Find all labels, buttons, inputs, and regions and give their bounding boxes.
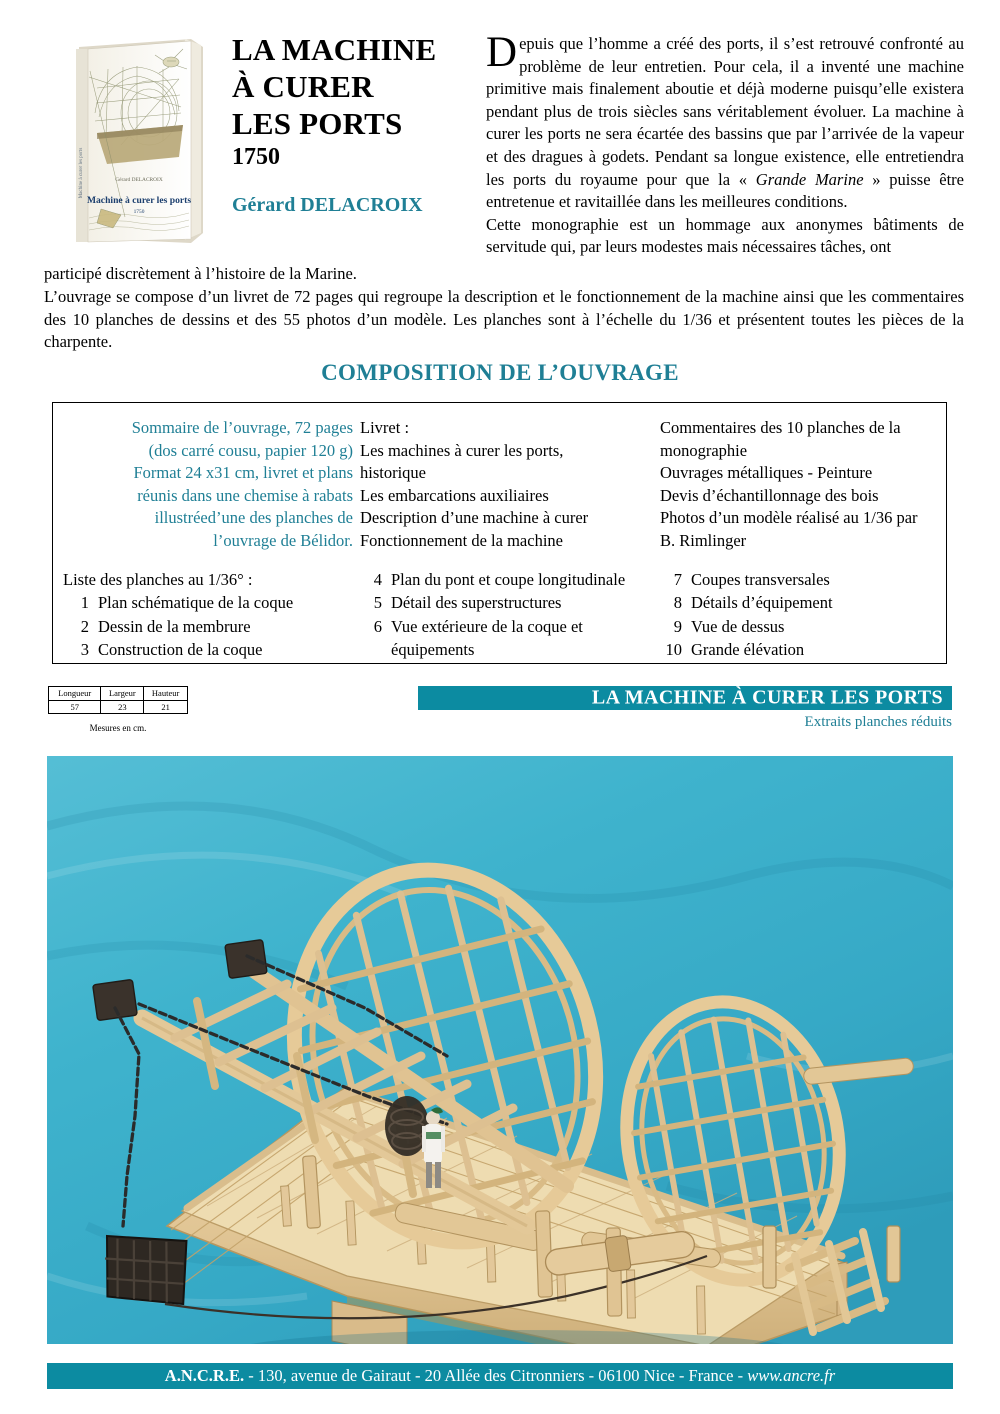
- intro-p1-italic: Grande Marine: [755, 169, 864, 189]
- dim-header-largeur: Largeur: [101, 687, 144, 701]
- sommaire-column: [53, 417, 353, 553]
- banner-title: LA MACHINE À CURER LES PORTS: [591, 686, 943, 709]
- sommaire-line: (dos carré cousu, papier 120 g): [148, 440, 353, 460]
- dim-value-hauteur: 21: [144, 700, 188, 714]
- plates-column-3: [653, 568, 943, 662]
- plate-item: [656, 568, 943, 591]
- footer-website[interactable]: www.ancre.fr: [747, 1366, 836, 1385]
- commentaires-line: Photos d’un modèle réalisé au 1/36 par: [660, 508, 918, 528]
- plate-label: Vue de dessus: [691, 616, 785, 636]
- commentaires-line: Devis d’échantillonnage des bois: [660, 485, 879, 505]
- dim-header-longueur: Longueur: [49, 687, 101, 701]
- plate-item: [63, 638, 353, 661]
- livret-line: Description d’une machine à curer: [360, 508, 589, 528]
- plate-item: [356, 568, 653, 591]
- plate-label: Coupes transversales: [691, 570, 830, 589]
- plate-item-continuation: [356, 638, 653, 661]
- model-photo-illustration: [47, 756, 953, 1344]
- plate-label: équipements: [391, 640, 475, 660]
- plate-number: 1: [80, 593, 89, 613]
- commentaires-column: [653, 417, 943, 553]
- plates-column-2: [353, 568, 653, 662]
- page-footer: [47, 1363, 953, 1389]
- svg-text:Machine à curer les ports: Machine à curer les ports: [79, 147, 84, 199]
- plate-item: [63, 615, 353, 638]
- dimensions-table: [48, 686, 188, 714]
- plate-label: Construction de la coque: [98, 640, 263, 660]
- plate-number: 2: [80, 616, 89, 636]
- livret-line: Les embarcations auxiliaires: [360, 485, 549, 505]
- intro-paragraph-2: Cette monographie est un hommage aux anonymes bâtiments de servitude qui, par leurs modestes mais nécessaires tâches, ont: [486, 214, 964, 257]
- commentaires-line: B. Rimlinger: [660, 530, 747, 550]
- intro-paragraph-1: [486, 29, 964, 214]
- cover-author-text: Gérard DELACROIX: [115, 177, 163, 183]
- plate-item: [356, 591, 653, 614]
- plates-heading: Liste des planches au 1/36° :: [63, 570, 253, 589]
- livret-line: Les machines à curer les ports,: [360, 440, 564, 460]
- cover-year-text: 1750: [133, 209, 145, 215]
- plate-number: 8: [673, 593, 682, 613]
- title-line-3: LES PORTS: [232, 105, 403, 141]
- plate-label: Plan schématique de la coque: [98, 593, 294, 613]
- plate-number: 7: [673, 570, 682, 589]
- plate-number: 9: [673, 616, 682, 636]
- title-line-2: À CURER: [232, 68, 374, 104]
- book-cover-image: [63, 33, 213, 255]
- footer-text: [165, 1366, 835, 1386]
- plate-number: 3: [80, 640, 89, 660]
- footer-address: - 130, avenue de Gairaut - 20 Allée des Citronniers - 06100 Nice - France -: [244, 1366, 748, 1385]
- commentaires-line: Commentaires des 10 planches de la: [660, 418, 901, 437]
- livret-line: Fonctionnement de la machine: [360, 530, 563, 550]
- banner-subtitle: Extraits planches réduits: [804, 714, 952, 730]
- sommaire-line: l’ouvrage de Bélidor.: [213, 530, 353, 550]
- intro-paragraph-3: participé discrètement à l’histoire de la Marine.: [44, 264, 357, 283]
- plate-label: Plan du pont et coupe longitudinale: [391, 570, 626, 589]
- plate-number: 5: [373, 593, 382, 613]
- plate-label: Détail des superstructures: [391, 593, 562, 613]
- plate-label: Détails d’équipement: [691, 593, 833, 613]
- plate-item: [63, 591, 353, 614]
- author-name: Gérard DELACROIX: [232, 194, 423, 217]
- dimensions-table-wrapper: [48, 686, 188, 714]
- page-title: [232, 32, 462, 143]
- livret-line: historique: [360, 463, 426, 483]
- table-row: [49, 700, 188, 714]
- commentaires-line: monographie: [660, 440, 748, 460]
- plate-number: 6: [373, 616, 382, 636]
- commentaires-line: Ouvrages métalliques - Peinture: [660, 463, 873, 483]
- title-year: 1750: [232, 143, 280, 170]
- section-banner: [418, 686, 952, 710]
- table-header-row: [49, 687, 188, 701]
- plate-label: Grande élévation: [691, 640, 805, 660]
- plate-label: Vue extérieure de la coque et: [391, 616, 583, 636]
- plate-number: 4: [373, 570, 382, 589]
- plate-label: Dessin de la membrure: [98, 616, 251, 636]
- intro-paragraph-4: L’ouvrage se compose d’un livret de 72 pages qui regroupe la description et le fonctionnement de la machine ainsi que les commentaires des 10 planches de dessins et des 55 photos d’un modèle. Les planches sont à l’échelle du 1/36 et présentent toutes les pièces de la charpente.: [44, 286, 964, 352]
- plate-item: [356, 615, 653, 638]
- plate-item: [656, 638, 943, 661]
- plate-number: 10: [665, 640, 682, 660]
- plate-item: [656, 591, 943, 614]
- sommaire-line: Format 24 x31 cm, livret et plans: [133, 463, 353, 483]
- dim-value-longueur: 57: [49, 700, 101, 714]
- sommaire-line: Sommaire de l’ouvrage, 72 pages: [131, 418, 353, 437]
- cover-title-text: Machine à curer les ports: [86, 195, 192, 206]
- composition-columns: [53, 417, 946, 553]
- livret-line: Livret :: [360, 418, 410, 437]
- dim-header-hauteur: Hauteur: [144, 687, 188, 701]
- plates-list: [53, 568, 946, 662]
- title-block: [232, 32, 462, 217]
- sommaire-line: réunis dans une chemise à rabats: [137, 485, 353, 505]
- book-cover-illustration: [63, 33, 213, 255]
- dim-value-largeur: 23: [101, 700, 144, 714]
- page-header: [0, 0, 1000, 352]
- composition-box: [52, 402, 947, 664]
- intro-wide-column: [44, 263, 964, 354]
- intro-p1-text: Depuis que l’homme a créé des ports, il s’est retrouvé confronté au problème de leur entretien. Pour cela, il a inventé une machine primitive mais finalement aboutie et déjà moderne puisqu’elle existera pendant plus de trois siècles sans véritablement évoluer. La machine à curer les ports ne sera écartée des bassins que par l’arrivée de la vapeur et des dragues à godets. Pendant sa longue existence, elle entretiendra les ports du royaume pour que la «: [486, 29, 964, 189]
- composition-heading: COMPOSITION DE L’OUVRAGE: [321, 360, 679, 385]
- model-photograph: [47, 756, 953, 1344]
- title-line-1: LA MACHINE: [232, 32, 437, 67]
- dimensions-note: Mesures en cm.: [89, 723, 147, 733]
- livret-column: [353, 417, 653, 553]
- intro-p1-end: » puisse être entretenue et ravitaillée dans les meilleures conditions.: [486, 169, 964, 212]
- plate-item: [656, 615, 943, 638]
- sommaire-line: illustréed’une des planches de: [154, 508, 353, 528]
- plates-column-1: [53, 568, 353, 662]
- footer-brand: A.N.C.R.E.: [164, 1366, 245, 1385]
- intro-column: [486, 29, 964, 259]
